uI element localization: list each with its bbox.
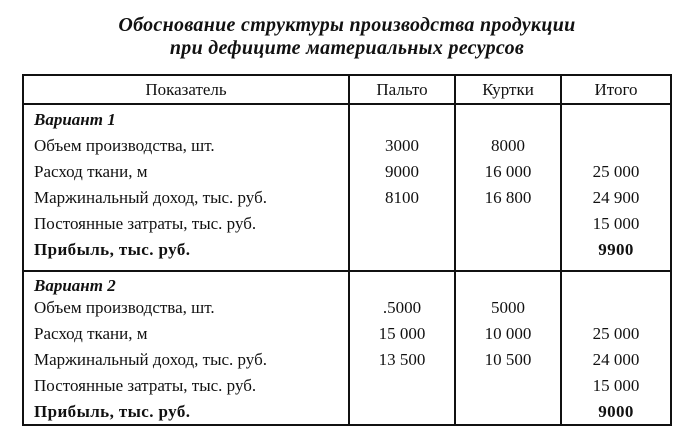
s2-row-fabric-total: 25 000: [592, 324, 640, 343]
table-top-border: [22, 74, 672, 76]
s2-row-fabric-coat: 15 000: [378, 324, 426, 343]
s2-row-fabric-jacket: 10 000: [484, 324, 532, 343]
s2-row-profit-label: Прибыль, тыс. руб.: [34, 402, 191, 421]
s1-row-margin-total: 24 900: [592, 188, 640, 207]
column-divider-1: [348, 74, 350, 426]
s2-row-fixed-label: Постоянные затраты, тыс. руб.: [34, 376, 257, 395]
s1-row-volume-label: Объем производства, шт.: [34, 136, 215, 155]
s1-row-fabric-label: Расход ткани, м: [34, 162, 148, 181]
table-right-border: [670, 74, 672, 426]
s2-row-fabric-label: Расход ткани, м: [34, 324, 148, 343]
s2-row-margin-coat: 13 500: [378, 350, 426, 369]
s2-row-fixed-total: 15 000: [592, 376, 640, 395]
production-structure-table: [22, 74, 672, 426]
s1-row-volume-jacket: 8000: [491, 136, 525, 155]
header-bottom-border: [22, 103, 672, 105]
section-2-title: Вариант 2: [34, 276, 116, 295]
s1-row-profit-label: Прибыль, тыс. руб.: [34, 240, 191, 259]
s1-row-fabric-coat: 9000: [385, 162, 419, 181]
s2-row-margin-jacket: 10 500: [484, 350, 532, 369]
document-title-line-1: Обоснование структуры производства продукции: [118, 14, 576, 36]
header-jacket: Куртки: [482, 80, 534, 99]
s1-row-volume-coat: 3000: [385, 136, 419, 155]
s2-row-volume-jacket: 5000: [491, 298, 525, 317]
s1-row-profit-total: 9900: [598, 240, 634, 259]
s2-row-margin-label: Маржинальный доход, тыс. руб.: [34, 350, 267, 369]
s1-row-fabric-jacket: 16 000: [484, 162, 532, 181]
s2-row-volume-label: Объем производства, шт.: [34, 298, 215, 317]
s1-row-margin-jacket: 16 800: [484, 188, 532, 207]
header-indicator: Показатель: [145, 80, 227, 99]
document-title-line-2: при дефиците материальных ресурсов: [169, 37, 525, 59]
s1-row-fabric-total: 25 000: [592, 162, 640, 181]
header-coat: Пальто: [376, 80, 428, 99]
s1-row-margin-coat: 8100: [385, 188, 419, 207]
s1-row-fixed-total: 15 000: [592, 214, 640, 233]
s2-row-profit-total: 9000: [598, 402, 634, 421]
header-total: Итого: [594, 80, 638, 99]
table-left-border: [22, 74, 24, 426]
section-1-title: Вариант 1: [34, 110, 116, 129]
s1-row-margin-label: Маржинальный доход, тыс. руб.: [34, 188, 267, 207]
section-divider: [22, 270, 672, 272]
column-divider-2: [454, 74, 456, 426]
s1-row-fixed-label: Постоянные затраты, тыс. руб.: [34, 214, 257, 233]
s2-row-margin-total: 24 000: [592, 350, 640, 369]
table-bottom-border: [22, 424, 672, 426]
s2-row-volume-coat: .5000: [382, 298, 422, 317]
